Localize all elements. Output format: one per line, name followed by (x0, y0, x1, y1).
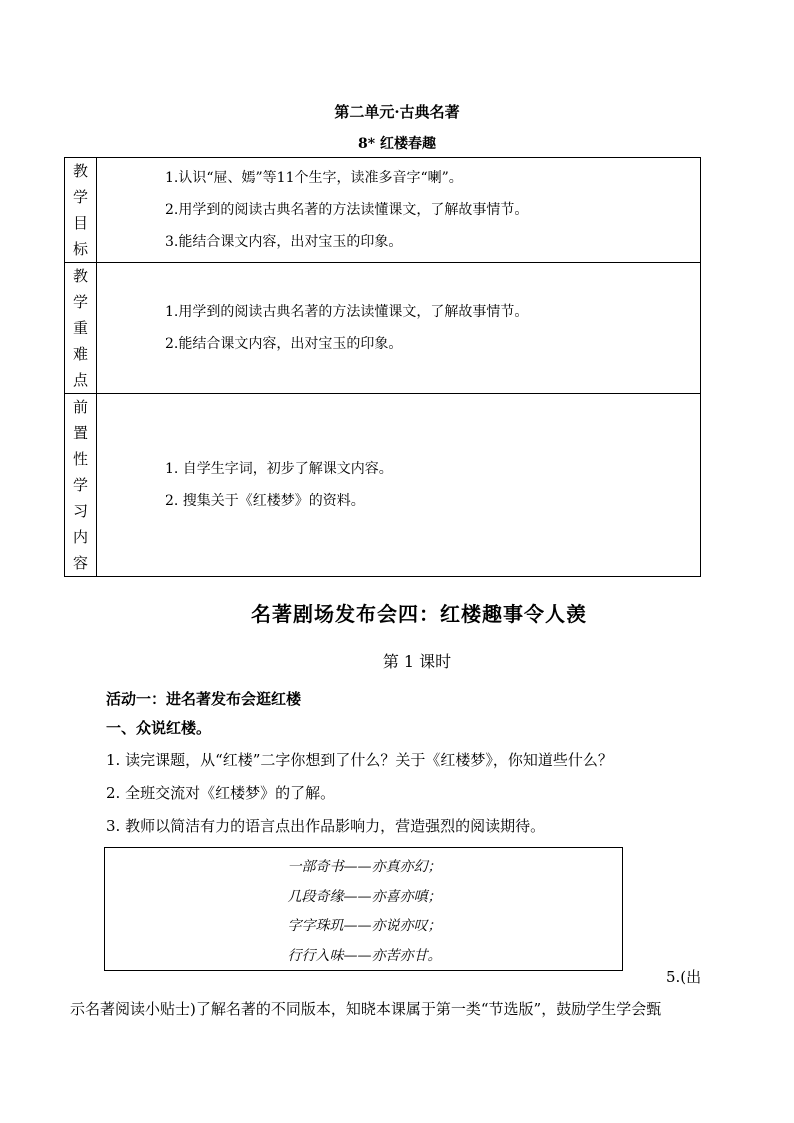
row-content-key-difficulties (97, 263, 701, 394)
label-char: 性 (72, 450, 88, 468)
list-item-5-continuation: 示名著阅读小贴士)了解名著的不同版本，知晓本课属于第一类“节选版”，鼓励学生学会甄 (70, 1000, 662, 1018)
list-item: 1. 读完课题，从“红楼”二字你想到了什么？关于《红楼梦》，你知道些什么？ (106, 751, 613, 769)
poem-line: 行行入味——亦苦亦甘。 (287, 948, 442, 964)
label-char: 内 (72, 528, 88, 546)
lesson-plan-table (64, 157, 701, 577)
poem-line: 字字珠玑——亦说亦叹； (287, 918, 442, 934)
row-label-teaching-goals (65, 158, 97, 263)
label-char: 点 (72, 371, 88, 389)
poem-box (104, 847, 623, 971)
label-char: 教 (72, 267, 88, 285)
goal-line: 3.能结合课文内容，出对宝玉的印象。 (165, 234, 403, 250)
row-label-pre-study (65, 394, 97, 577)
label-char: 容 (72, 554, 88, 572)
label-char: 难 (72, 345, 88, 363)
table-row-key-difficulties (65, 263, 701, 394)
goal-line: 2.用学到的阅读古典名著的方法读懂课文，了解故事情节。 (165, 202, 529, 218)
pre-study-line: 1. 自学生字词，初步了解课文内容。 (165, 461, 393, 477)
unit-title: 第二单元·古典名著 (334, 103, 460, 121)
difficulty-line: 2.能结合课文内容，出对宝玉的印象。 (165, 336, 403, 352)
activity-heading: 活动一：进名著发布会逛红楼 (106, 690, 302, 708)
table-row-teaching-goals (65, 158, 701, 263)
lesson-title: 8* 红楼春趣 (358, 136, 436, 152)
step-heading: 一、众说红楼。 (106, 719, 212, 737)
poem-line: 几段奇缘——亦喜亦嗔； (287, 889, 442, 905)
label-char: 前 (72, 398, 88, 416)
difficulty-line: 1.用学到的阅读古典名著的方法读懂课文，了解故事情节。 (165, 304, 529, 320)
row-label-key-difficulties (65, 263, 97, 394)
label-char: 重 (72, 319, 88, 337)
label-char: 学 (72, 188, 88, 206)
label-char: 习 (72, 502, 88, 520)
section-title: 名著剧场发布会四：红楼趣事令人羡 (251, 602, 587, 626)
label-char: 学 (72, 476, 88, 494)
list-item-5-start: 5.(出 (666, 968, 702, 986)
list-item: 3. 教师以简洁有力的语言点出作品影响力，营造强烈的阅读期待。 (106, 817, 546, 835)
label-char: 教 (72, 162, 88, 180)
goal-line: 1.认识“屉、嫣”等11个生字，读准多音字“喇”。 (165, 170, 463, 186)
label-char: 标 (72, 240, 88, 258)
label-char: 目 (72, 214, 88, 232)
label-char: 置 (72, 424, 88, 442)
pre-study-line: 2. 搜集关于《红楼梦》的资料。 (165, 493, 365, 509)
label-char: 学 (72, 293, 88, 311)
list-item: 2. 全班交流对《红楼梦》的了解。 (106, 784, 336, 802)
row-content-teaching-goals (97, 158, 701, 263)
lesson-time: 第 1 课时 (382, 652, 452, 671)
row-content-pre-study (97, 394, 701, 577)
poem-line: 一部奇书——亦真亦幻； (287, 859, 442, 875)
table-row-pre-study (65, 394, 701, 577)
